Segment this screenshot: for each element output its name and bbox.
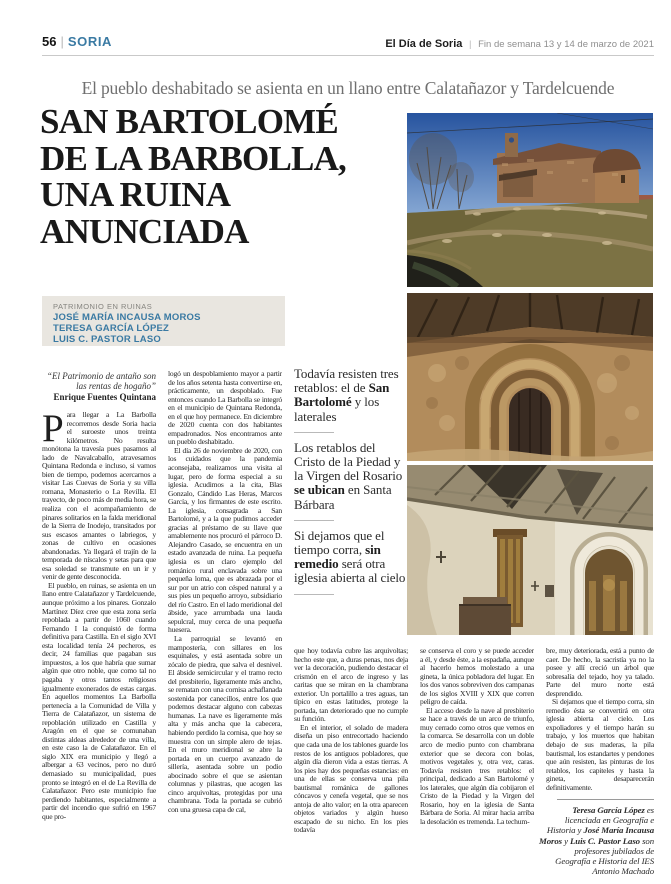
credit-name-2: José María Incausa Moros — [539, 825, 654, 846]
article-column-3 — [294, 647, 408, 844]
pull-quote-divider-1 — [294, 432, 334, 433]
epigraph-attribution: Enrique Fuentes Quintana — [53, 391, 156, 402]
kicker: El pueblo deshabitado se asienta en un llano entre Calatañazor y Tardelcuende — [81, 78, 615, 98]
article-column-1 — [42, 411, 156, 841]
photo-church-exterior-art — [407, 113, 653, 287]
pull-quote-3-post: será otra iglesia abierta al cielo — [294, 556, 406, 586]
photo-church-exterior — [407, 113, 653, 287]
pull-quote-1-pre: Todavía resisten tres retablos: el de — [294, 366, 399, 396]
article-column-4 — [420, 647, 534, 847]
credit-text-2: y — [562, 835, 571, 846]
paragraph: bre, muy deteriorada, está a punto de caer. De hecho, la sacristía ya no la posee y allí creció un árbol que sobresalía del tejado, hoy ya talado. Parte del muro norte está desprendido. — [546, 647, 654, 698]
header-right — [385, 38, 654, 50]
pull-quote-divider-3 — [294, 594, 334, 595]
credit-text-3: son profesores jubilados de Geografía e Historia del IES Antonio Machado — [555, 835, 654, 877]
paragraph: El pueblo, en ruinas, se asienta en un llano entre Calatañazor y Tardelcuende, aunque próximo a los pinares. Gonzalo Martínez Díez cree que esta zona sería repoblada a partir de 1060 cuando Fernando I la conquistó de forma definitiva para Castilla. En el siglo XVI esta localidad tenía 24 pecheros, es decir, 24 familias que pagaban sus impuestos, a los que habría que sumar algún que otro noble, que como tal no pagaba y otros tantos religiosos igualmente exonerados de estas cargas. En aquellos momentos La Barbolla pertenecía a la Comunidad de Villa y Tierra de Calatañazor, un sistema de repoblación utilizado en Castilla y Aragón en el que se comunaban distintas aldeas alrededor de una villa, en este caso la de Calatañazor. En el siglo XIX era municipio y llegó a albergar a 63 vecinos, pero no duró demasiado su municipalidad, pues pronto se integró en el de La Revilla de Calatañazor. Pero este municipio fue perdiendo habitantes, especialmente a partir del incendio que sufrió en 1967 que pro- — [42, 580, 156, 821]
author-name-1: JOSÉ MARÍA INCAUSA MOROS — [53, 312, 201, 323]
drop-cap: P — [42, 411, 64, 450]
pull-quote-2-post: en Santa Bárbara — [294, 482, 392, 512]
series-label: PATRIMONIO EN RUINAS — [53, 302, 153, 311]
author-name-2: TERESA GARCÍA LÓPEZ — [53, 322, 170, 334]
paragraph — [42, 411, 156, 582]
paragraph-text: ara llegar a La Barbolla recorremos desde Soria hacia el suroeste unos treinta kilómetros. No resulta monótona la travesía pues pasamos al lado de Navalcaballo, atravesamos Quintana Redonda e incluso, si vamos bien de tiempo, podemos acercarnos a visitar Las Cuevas de Soria y su villa romana, Monasterio o La Revilla. El trayecto, de poco más de media hora, se realiza con el acompañamiento de pinares solitarios en la falda meridional de la Sierra de Inodejo, transitados por sus escasos amantes o labriegos, y zonas de cultivo en ocasiones abandonadas. Ya llegará el trajín de la temporada de níscalos y setas para que esa soledad se transmute en un ir y venir de gente desconocida. — [42, 411, 156, 582]
credit-name-1: Teresa García López — [572, 805, 645, 815]
paragraph: El día 26 de noviembre de 2020, con los cuidados que la pandemia aconsejaba, realizamos una visita al lugar, pero de forma especial a su iglesia. Acudimos a la cita, Blas Gonzalo, Cándido Las Heras, Marcos García, y los firmantes de este escrito. La iglesia, consagrada a San Bartolomé, y a la que pudimos acceder gracias al préstamo de su llave que amablemente nos procuró el párroco D. Alejandro Casado, se encuentra en un estado avanzada de ruina. La pequeña iglesia es un claro ejemplo del románico rural enclavada sobre una pequeña loma, que es abrazada por el sur por un atrio con césped natural y a sus pies un pequeño arroyo, subsidiario del río Castro. En el lado meridional del ábside, yace arrumbada una lauda sepulcral, muy cerca de una pequeña huesera. — [168, 445, 282, 635]
photo-ruined-interior — [407, 465, 653, 635]
headline-line-1: SAN BARTOLOMÉ — [40, 102, 338, 141]
pull-quote-2 — [294, 441, 409, 512]
header-separator-2: | — [469, 39, 472, 50]
paragraph: La parroquial se levantó en mampostería, con sillares en los esquinales, y está asentada sobre un zócalo de piedra, que salva el desnivel. El ábside semicircular y el tramo recto del presbiterio, ligeramente más ancho, se rematan con una cornisa achaflanada sostenida por canecillos, entre los que podemos destacar alguno con cabezas humanas. La nave es ligeramente más alta y más ancha que la cabecera, habiendo perdido la cornisa, que hoy se muestra con un simple alero de tejas. En el muro meridional se abre la portada en un cuerpo avanzado de sillería, asentada sobre un podio abocinado sobre el que se asientan columnas y pilastras, que acogen las cinco arquivoltas, protegidas por una chambrana. Toda la portada se cubrió con una gruesa capa de cal, — [168, 633, 282, 814]
pull-quote-1 — [294, 367, 409, 424]
headline-line-2: DE LA BARBOLLA, — [40, 138, 346, 178]
paragraph: se conserva el coro y se puede acceder a él, y desde éste, a la espadaña, aunque al hacerlo hemos molestado a una gineta, la única pobladora del lugar. En los dos vanos sobreviven dos campanas de los siglos XVIII y XIX que corren peligro de caída. — [420, 647, 534, 707]
pull-quote-1-post: y los laterales — [294, 394, 380, 424]
paragraph: En el interior, el solado de madera diseña un piso entrecortado haciendo que cada una de los tablones guarde los restos de los antiguos pobladores, que algún día dieron vida a estas tierras. A los pies hay dos pequeñas estancias: en una de ellas se conserva una pila bautismal románica de gallones cóncavos y cenefa vegetal, que se nos antoja de alto valor; en la otra aparecen objetos variados y algún hueso escapado de su nicho. En los pies todavía — [294, 722, 408, 835]
paragraph: Si dejamos que el tiempo corra, sin remedio ésta se convertirá en otra iglesia abierta al cielo. Los expoliadores y el tiempo harán su trabajo, y los muertos que habitan debajo de sus maderas, la pila bautismal, los estandartes y pendones que aún resisten, las pinturas de los retablos, los capiteles y hasta la gineta, desaparecerán definitivamente. — [546, 697, 654, 792]
section-name: SORIA — [67, 34, 113, 49]
pull-quote-divider-2 — [294, 520, 334, 521]
author-credit — [538, 805, 654, 876]
author-name-3: LUIS C. PASTOR LASO — [53, 333, 161, 345]
pull-quote-2-bold: se ubican — [294, 482, 345, 498]
headline — [40, 104, 412, 250]
pull-quote-2-pre: Los retablos del Cristo de la Piedad y la Virgen del Rosario — [294, 439, 403, 484]
paragraph: logó un despoblamiento mayor a partir de los años setenta hasta convertirse en, prácticamente, un despoblado. Fue entonces cuando La Barbolla se integró en el municipio de Quintana Redonda, en el que hoy permanece. En diciembre de 2020 cuenta con dos habitantes empadronados. Nos encontramos ante un pueblo deshabitado. — [168, 370, 282, 447]
pull-quote-3-bold: sin remedio — [294, 542, 381, 572]
credit-divider — [557, 799, 654, 800]
header-rule — [42, 55, 654, 56]
epigraph-quote: “El Patrimonio de antaño son las rentas de hogaño” — [46, 371, 156, 392]
byline-box — [42, 296, 285, 346]
paragraph: que hoy todavía cubre las arquivoltas; hecho este que, a duras penas, nos deja ver la decoración, pudiendo destacar el crismón en el arco de ingreso y las caritas que se miran en la chambrana exterior. Un portalillo a tres aguas, tan típico en estas latitudes, protege la portada, tan deteriorado que no cumple su función. — [294, 647, 408, 724]
headline-line-4: ANUNCIADA — [40, 211, 249, 251]
pull-quote-1-bold: San Bartolomé — [294, 380, 390, 410]
masthead: El Día de Soria — [385, 38, 463, 50]
paragraph: El acceso desde la nave al presbiterio se hace a través de un arco de triunfo, muy cerrado como otros que vemos en la comarca. Se desarrolla con un doble arco de medio punto con chambrana exterior que se decora con bolas, motivos vegetales y, otra vez, caras. Todavía resisten tres retablos: el principal, dedicado a San Bartolomé y los laterales, que algún día cobijaron el Cristo de la Piedad y la Virgen del Rosario, hoy en la iglesia de Santa Bárbara de Soria. Al mirar hacia arriba la desolación es tremenda. La techum- — [420, 705, 534, 826]
headline-line-3: UNA RUINA — [40, 175, 231, 214]
credit-name-3: Luis C. Pastor Laso — [570, 835, 640, 846]
article-column-2 — [168, 370, 282, 841]
photo-ruined-interior-art — [407, 465, 653, 635]
credit-text-1: es licenciada en Geografía e Historia y — [546, 805, 654, 836]
pull-quote-3-pre: Si dejamos que el tiempo corra, — [294, 527, 385, 558]
pull-quote-column — [294, 367, 409, 603]
header-separator: | — [60, 34, 64, 49]
photo-romanesque-portal — [407, 293, 653, 461]
photo-romanesque-portal-art — [407, 293, 653, 461]
page-number: 56 — [42, 34, 57, 49]
edition-date: Fin de semana 13 y 14 de marzo de 2021 — [478, 39, 654, 50]
epigraph — [42, 371, 156, 402]
header-left — [42, 34, 112, 49]
pull-quote-3 — [294, 529, 409, 586]
article-column-5 — [546, 647, 654, 793]
